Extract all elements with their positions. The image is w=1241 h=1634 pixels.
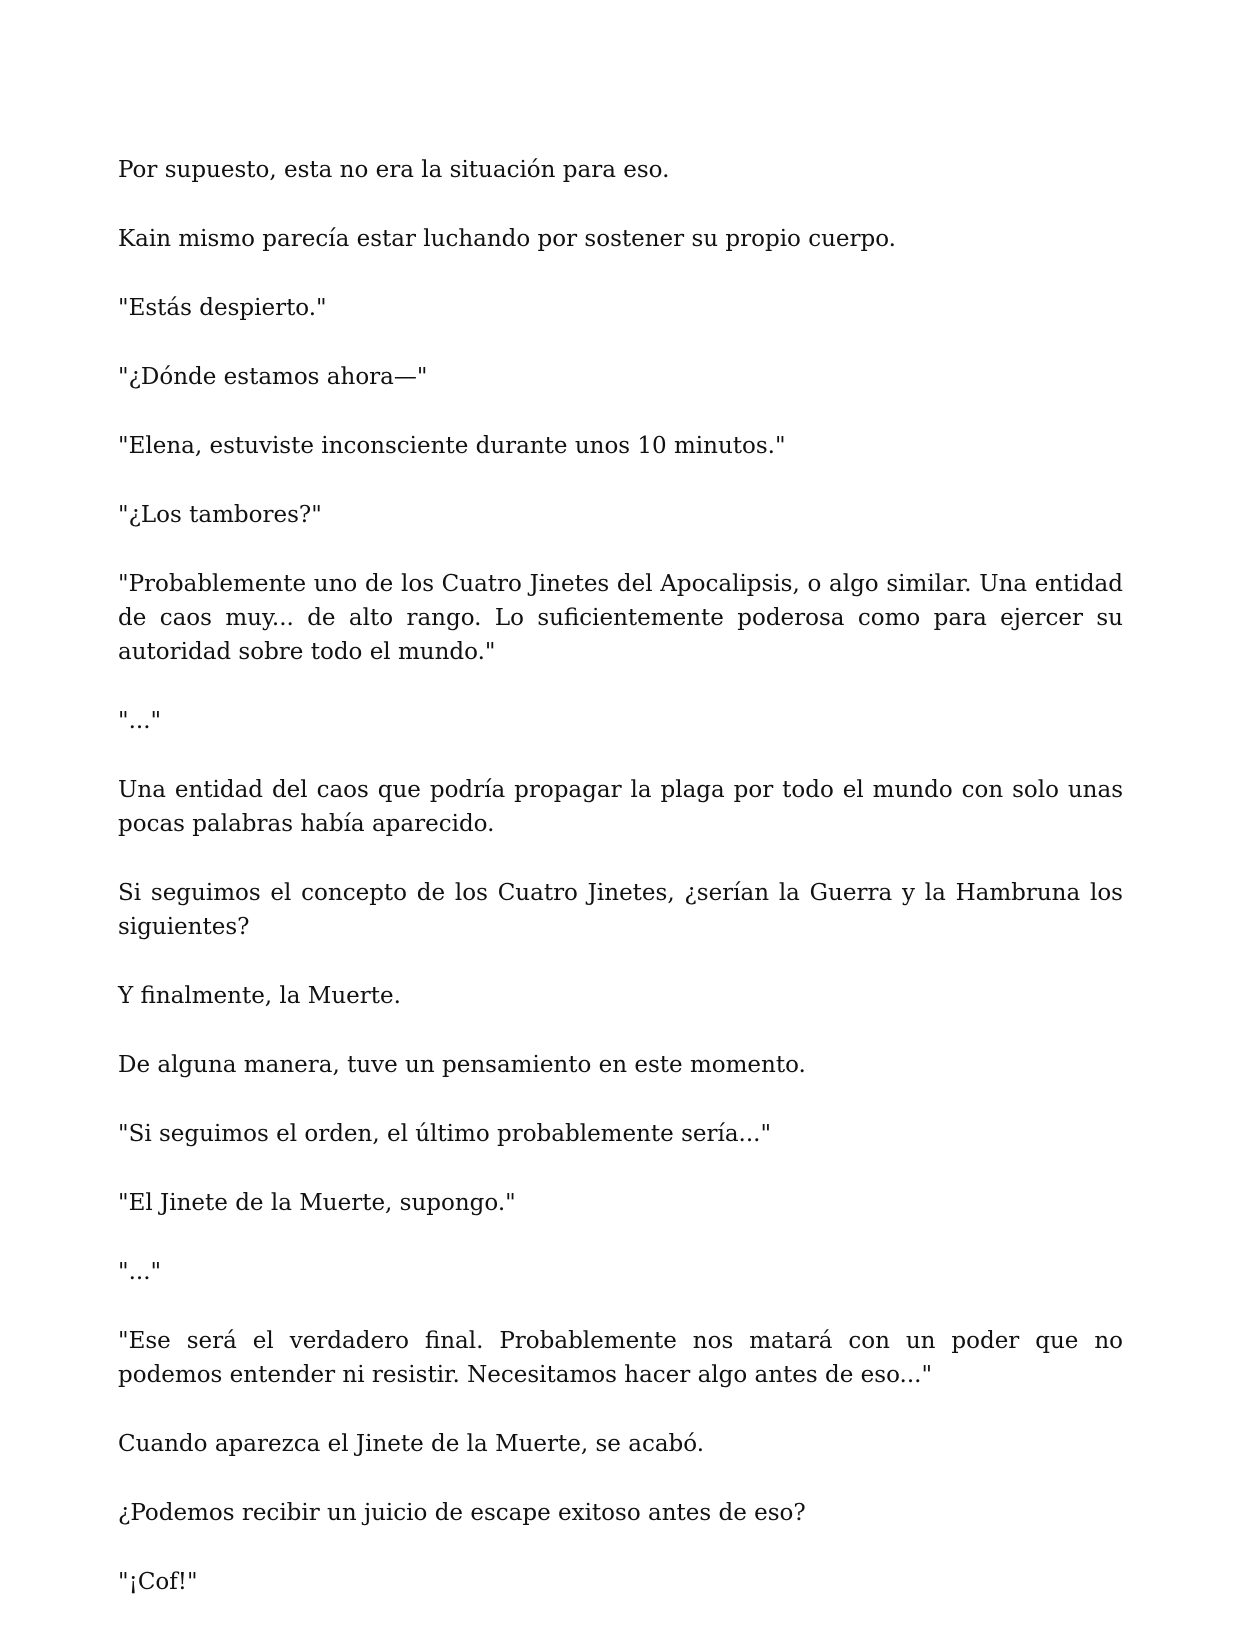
dialogue-line: "Si seguimos el orden, el último probablemente sería..."	[118, 1121, 772, 1147]
dialogue-line: "El Jinete de la Muerte, supongo."	[118, 1190, 516, 1216]
dialogue-line: "..."	[118, 708, 162, 734]
paragraph: Kain mismo parecía estar luchando por sostener su propio cuerpo.	[118, 226, 896, 252]
dialogue-line: "Ese será el verdadero final. Probablemente nos matará con un poder que no podemos entender ni resistir. Necesitamos hacer algo antes de eso..."	[118, 1328, 1123, 1388]
paragraph: Si seguimos el concepto de los Cuatro Jinetes, ¿serían la Guerra y la Hambruna los siguientes?	[118, 880, 1123, 940]
dialogue-line: "Probablemente uno de los Cuatro Jinetes del Apocalipsis, o algo similar. Una entidad de caos muy... de alto rango. Lo suficientemente poderosa como para ejercer su autoridad sobre todo el mundo."	[118, 571, 1123, 665]
dialogue-line: "¡Cof!"	[118, 1569, 198, 1595]
paragraph: Por supuesto, esta no era la situación para eso.	[118, 157, 670, 183]
paragraph: ¿Podemos recibir un juicio de escape exitoso antes de eso?	[118, 1500, 806, 1526]
dialogue-line: "..."	[118, 1259, 162, 1285]
paragraph: Cuando aparezca el Jinete de la Muerte, se acabó.	[118, 1431, 705, 1457]
dialogue-line: "Elena, estuviste inconsciente durante unos 10 minutos."	[118, 433, 786, 459]
paragraph: Una entidad del caos que podría propagar la plaga por todo el mundo con solo unas pocas palabras había aparecido.	[118, 777, 1123, 837]
document-body	[118, 153, 1123, 1634]
dialogue-line: "¿Los tambores?"	[118, 502, 322, 528]
dialogue-line: "¿Dónde estamos ahora—"	[118, 364, 428, 390]
paragraph: De alguna manera, tuve un pensamiento en este momento.	[118, 1052, 806, 1078]
paragraph: Y finalmente, la Muerte.	[118, 983, 401, 1009]
dialogue-line: "Estás despierto."	[118, 295, 327, 321]
